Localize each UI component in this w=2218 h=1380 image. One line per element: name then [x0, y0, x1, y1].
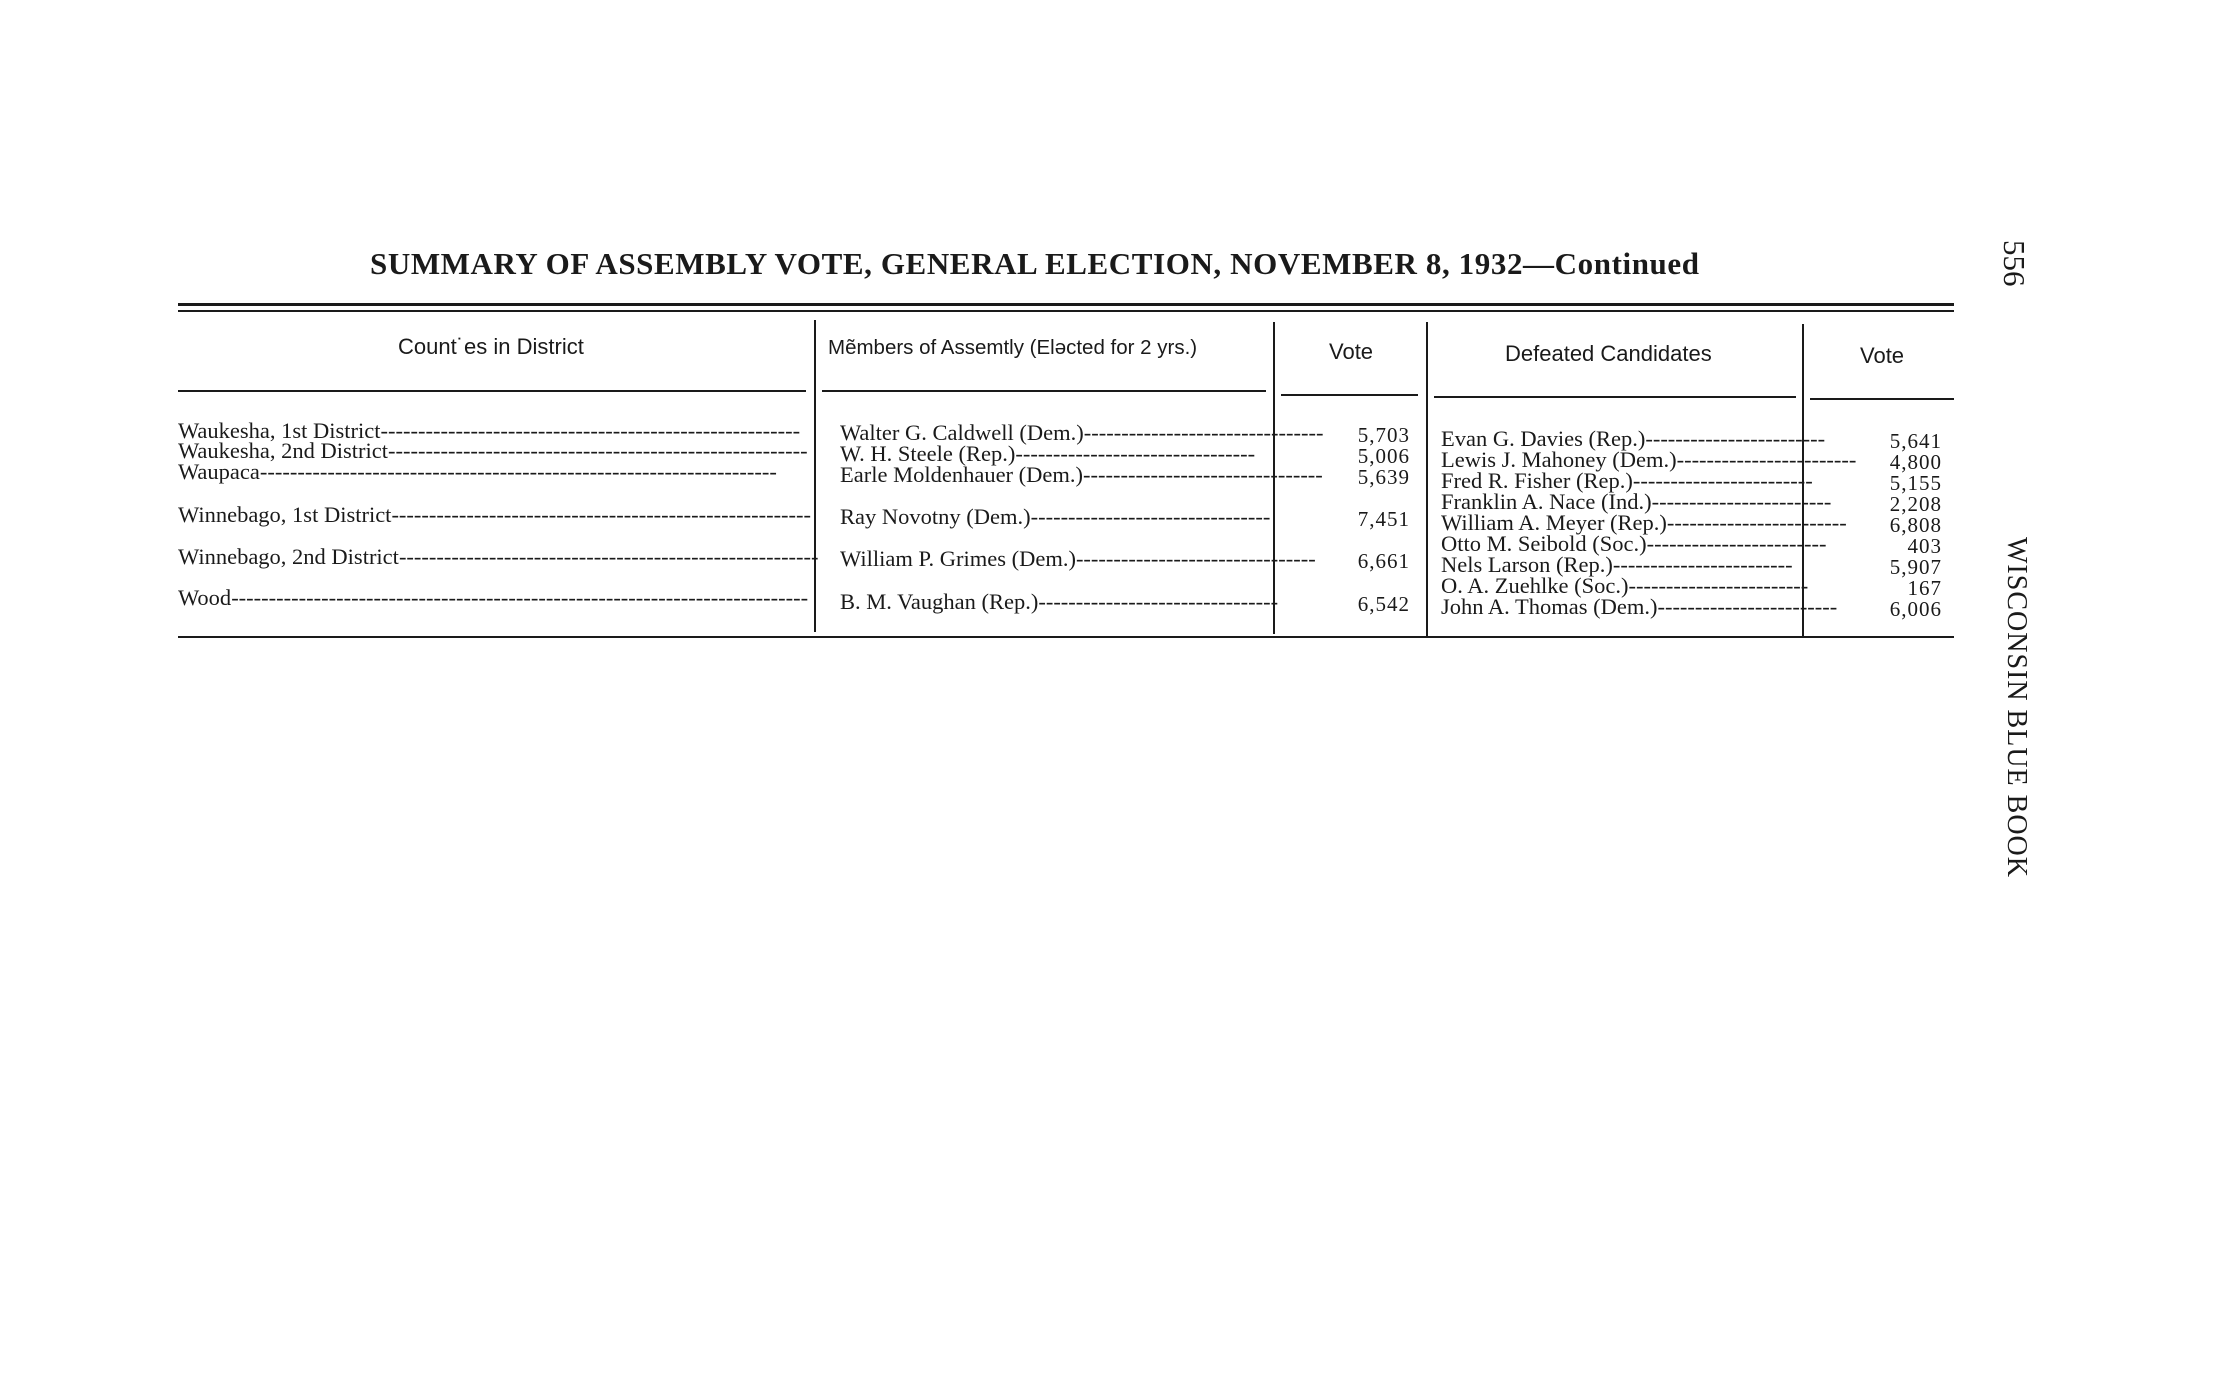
- page-title: [370, 246, 1700, 282]
- column-divider: [1426, 322, 1428, 636]
- member-name: William P. Grimes (Dem.)--------------------------------: [840, 546, 1316, 571]
- county-name: Winnebago, 1st District: [178, 502, 392, 527]
- county-name: Winnebago, 2nd District: [178, 544, 399, 569]
- county-name: Waupaca: [178, 459, 260, 484]
- table-row: Winnebago, 2nd District--------------------------------------------------------: [178, 544, 819, 569]
- header-rule: [1434, 396, 1796, 398]
- header-rule: [822, 390, 1266, 392]
- defeated-candidate: Lewis J. Mahoney (Dem.)------------------------: [1441, 447, 1857, 472]
- county-name: Wood: [178, 585, 232, 610]
- defeated-candidate: O. A. Zuehlke (Soc.)------------------------: [1441, 573, 1809, 598]
- header-vote: Vote: [1329, 339, 1374, 364]
- header-defeated-vote: Vote: [1860, 343, 1905, 368]
- title-text: SUMMARY OF ASSEMBLY VOTE, GENERAL ELECTION, NOVEMBER 8, 1932: [370, 246, 1524, 281]
- table-row: Winnebago, 1st District--------------------------------------------------------: [178, 502, 812, 527]
- county-name: Waukesha, 2nd District: [178, 438, 389, 463]
- table-top-rule-2: [178, 310, 1954, 312]
- defeated-vote: 5,907: [1889, 555, 1942, 579]
- member-name: W. H. Steele (Rep.)--------------------------------: [840, 441, 1256, 466]
- member-vote: 5,703: [1357, 423, 1410, 447]
- header-members: Mẽmbers of Assemtly (Eləcted for 2 yrs.): [828, 336, 1198, 359]
- column-divider: [814, 320, 816, 632]
- county-name: Waukesha, 1st District: [178, 418, 381, 443]
- member-vote: 5,006: [1357, 444, 1410, 468]
- member-vote: 6,542: [1357, 592, 1410, 616]
- defeated-candidate: Evan G. Davies (Rep.)------------------------: [1441, 426, 1826, 451]
- table-top-rule-1: [178, 303, 1954, 306]
- page-number: 556: [1997, 240, 2032, 287]
- defeated-vote: 167: [1907, 576, 1942, 600]
- book-title: WISCONSIN BLUE BOOK: [2001, 537, 2032, 878]
- table-row: Waukesha, 2nd District--------------------------------------------------------: [178, 438, 808, 463]
- header-counties: Count˙es in District: [398, 334, 584, 359]
- member-name: Walter G. Caldwell (Dem.)--------------------------------: [840, 420, 1324, 445]
- table-row: Waupaca---------------------------------------------------------------------: [178, 459, 777, 484]
- header-rule: [178, 390, 806, 392]
- member-vote: 7,451: [1357, 507, 1410, 531]
- defeated-candidate: Otto M. Seibold (Soc.)------------------------: [1441, 531, 1827, 556]
- defeated-vote: 2,208: [1889, 492, 1942, 516]
- member-name: B. M. Vaughan (Rep.)--------------------------------: [840, 589, 1279, 614]
- member-name: Ray Novotny (Dem.)--------------------------------: [840, 504, 1271, 529]
- table-row: Waukesha, 1st District--------------------------------------------------------: [178, 418, 801, 443]
- table-row: Wood-----------------------------------------------------------------------------: [178, 585, 809, 610]
- defeated-vote: 6,006: [1889, 597, 1942, 621]
- defeated-candidate: Franklin A. Nace (Ind.)------------------------: [1441, 489, 1832, 514]
- table-bottom-rule: [178, 636, 1954, 638]
- defeated-vote: 403: [1907, 534, 1942, 558]
- defeated-vote: 5,641: [1889, 429, 1942, 453]
- header-defeated: Defeated Candidates: [1505, 341, 1712, 366]
- defeated-candidate: William A. Meyer (Rep.)------------------------: [1441, 510, 1847, 535]
- defeated-candidate: Nels Larson (Rep.)------------------------: [1441, 552, 1793, 577]
- defeated-candidate: Fred R. Fisher (Rep.)------------------------: [1441, 468, 1813, 493]
- header-rule: [1810, 398, 1954, 400]
- defeated-vote: 6,808: [1889, 513, 1942, 537]
- defeated-vote: 4,800: [1889, 450, 1942, 474]
- member-name: Earle Moldenhauer (Dem.)--------------------------------: [840, 462, 1323, 487]
- defeated-candidate: John A. Thomas (Dem.)------------------------: [1441, 594, 1838, 619]
- member-vote: 5,639: [1357, 465, 1410, 489]
- header-rule: [1281, 394, 1418, 396]
- defeated-vote: 5,155: [1889, 471, 1942, 495]
- member-vote: 6,661: [1357, 549, 1410, 573]
- title-continued: —Continued: [1523, 246, 1700, 281]
